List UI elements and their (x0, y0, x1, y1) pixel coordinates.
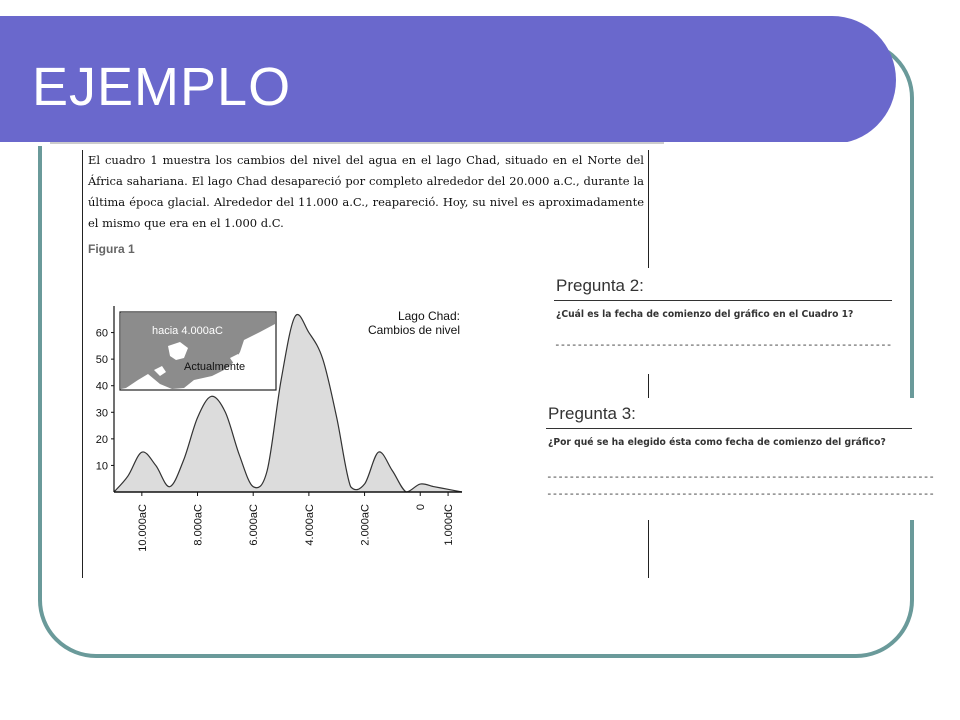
y-tick-label: 20 (95, 433, 108, 446)
chart-subtitle: Cambios de nivel (367, 323, 460, 337)
inset-label-past: hacia 4.000aC (152, 325, 223, 337)
question-rule (546, 428, 912, 429)
x-tick-label: 2.000aC (359, 504, 372, 546)
question-3-panel (540, 398, 934, 520)
x-tick-label: 1.000dC (443, 504, 456, 546)
answer-line[interactable]: --------------------------------------------------------------------- (546, 470, 934, 483)
document-left-rule (82, 150, 83, 578)
question-text: ¿Cuál es la fecha de comienzo del gráfico en el Cuadro 1? (556, 309, 854, 320)
question-2-panel (548, 270, 894, 374)
x-tick-label: 0 (415, 504, 428, 511)
question-text: ¿Por qué se ha elegido ésta como fecha de comienzo del gráfico? (548, 437, 886, 448)
x-tick-label: 6.000aC (248, 504, 261, 546)
y-tick-label: 50 (95, 354, 108, 367)
lake-chad-chart (84, 296, 468, 576)
question-title: Pregunta 3: (548, 404, 636, 423)
document-right-rule (648, 150, 649, 268)
document-right-rule (648, 372, 649, 398)
answer-line[interactable]: ------------------------------------------------------------ (554, 338, 892, 351)
y-tick-label: 60 (95, 327, 108, 340)
x-tick-label: 10.000aC (136, 504, 149, 552)
y-tick-label: 40 (95, 380, 108, 393)
answer-line[interactable]: --------------------------------------------------------------------- (546, 487, 934, 500)
figure-label: Figura 1 (88, 242, 135, 256)
x-tick-label: 8.000aC (192, 504, 205, 546)
question-rule (554, 300, 892, 301)
x-tick-label: 4.000aC (303, 504, 316, 546)
y-tick-label: 30 (95, 407, 108, 420)
y-tick-label: 10 (95, 460, 108, 473)
document-right-rule (648, 520, 649, 578)
intro-paragraph: El cuadro 1 muestra los cambios del nivel del agua en el lago Chad, situado en el Norte del África sahariana. El lago Chad desapareció por completo alrededor del 20.000 a.C., durante la última época glacial. Alrededor del 11.000 a.C., reapareció. Hoy, su nivel es aproximadamente el mismo que era en el 1.000 d.C. (88, 153, 644, 230)
chart-title: Lago Chad: (397, 309, 460, 323)
title-banner (0, 16, 896, 144)
slide-title: EJEMPLO (32, 57, 292, 117)
document-top-edge (50, 142, 664, 144)
map-inset (120, 312, 276, 390)
question-title: Pregunta 2: (556, 276, 644, 295)
inset-label-present: Actualmente (184, 361, 246, 373)
